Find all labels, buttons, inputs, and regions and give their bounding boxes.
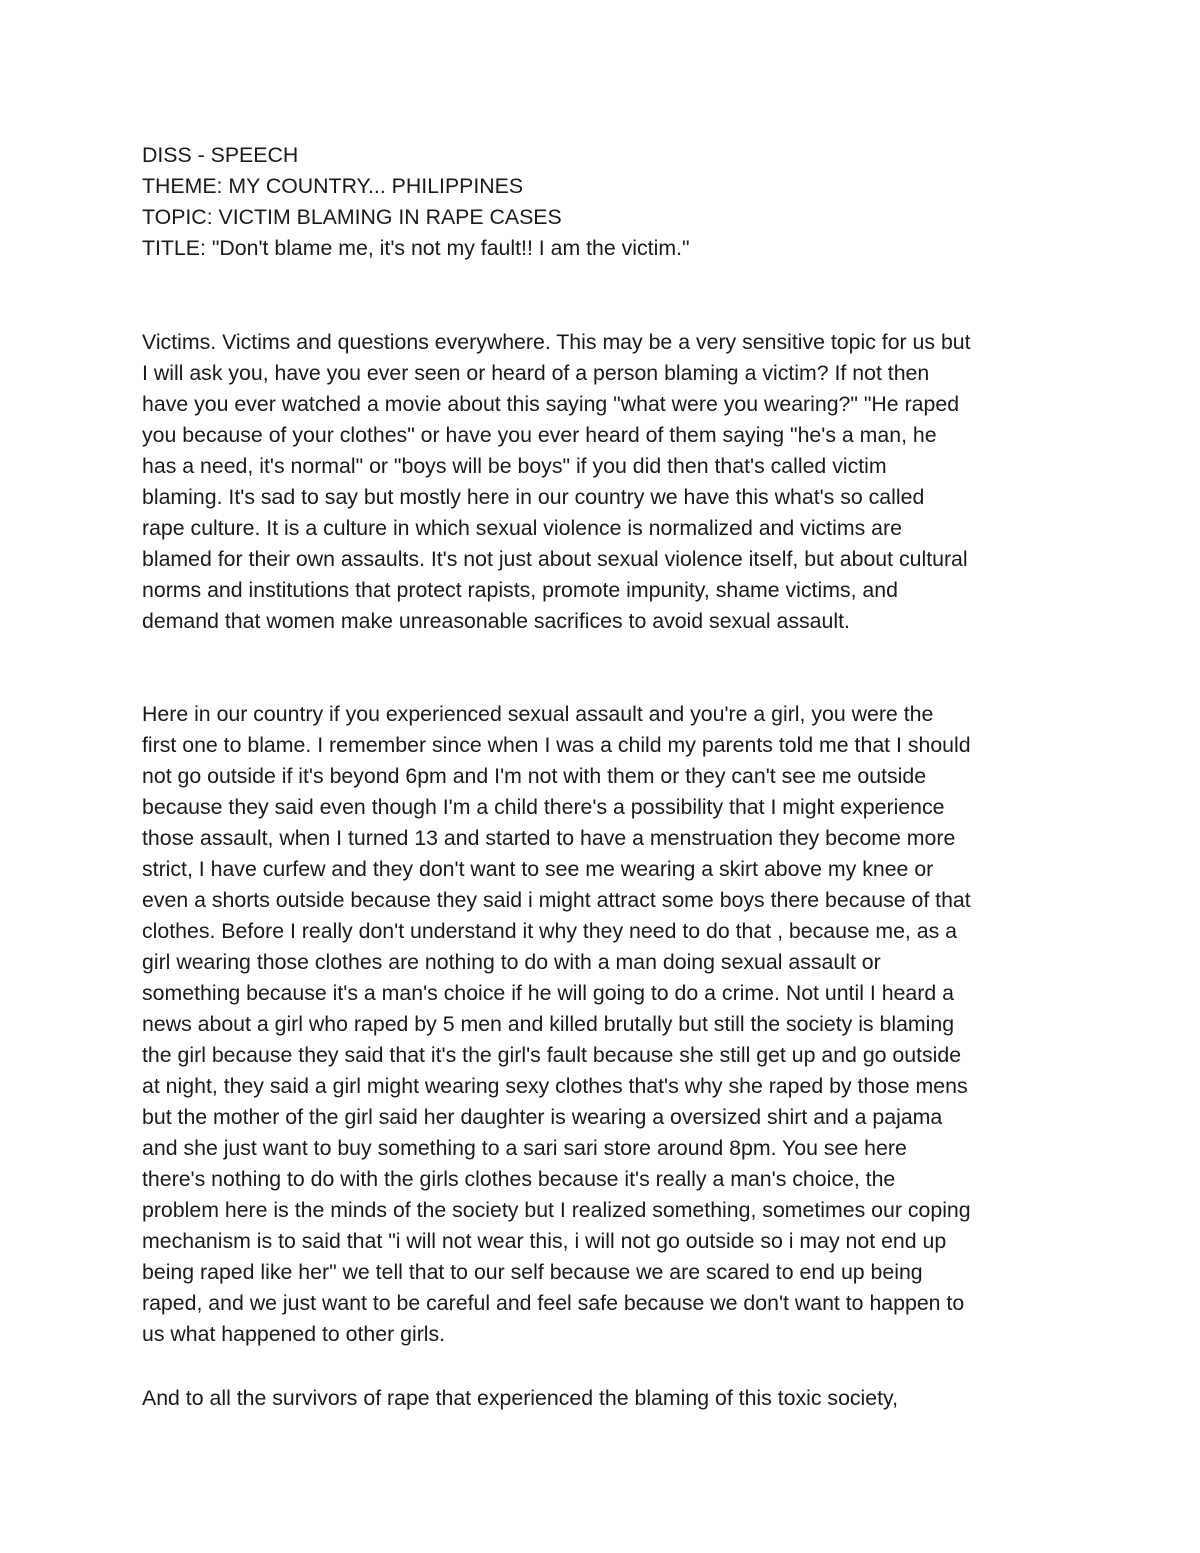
text-line: not go outside if it's beyond 6pm and I'm not with them or they can't see me outside	[142, 764, 927, 788]
text-line: blaming. It's sad to say but mostly here in our country we have this what's so called	[142, 485, 925, 509]
text-line: even a shorts outside because they said i might attract some boys there because of that	[142, 888, 971, 912]
text-line: mechanism is to said that "i will not wear this, i will not go outside so i may not end up	[142, 1229, 947, 1253]
text-line: demand that women make unreasonable sacrifices to avoid sexual assault.	[142, 609, 850, 633]
text-line: rape culture. It is a culture in which sexual violence is normalized and victims are	[142, 516, 902, 540]
text-line: blamed for their own assaults. It's not just about sexual violence itself, but about cultural	[142, 547, 968, 571]
speech-header	[142, 140, 1082, 264]
text-line: us what happened to other girls.	[142, 1322, 446, 1346]
text-line: but the mother of the girl said her daughter is wearing a oversized shirt and a pajama	[142, 1105, 943, 1129]
text-line: news about a girl who raped by 5 men and killed brutally but still the society is blaming	[142, 1012, 955, 1036]
header-type-line: DISS - SPEECH	[142, 143, 299, 167]
text-line: problem here is the minds of the society but I realized something, sometimes our coping	[142, 1198, 971, 1222]
text-line: the girl because they said that it's the girl's fault because she still get up and go outside	[142, 1043, 962, 1067]
text-line: first one to blame. I remember since when I was a child my parents told me that I should	[142, 733, 971, 757]
text-line: something because it's a man's choice if he will going to do a crime. Not until I heard a	[142, 981, 954, 1005]
text-line: have you ever watched a movie about this saying "what were you wearing?" "He raped	[142, 392, 960, 416]
header-theme-line: THEME: MY COUNTRY... PHILIPPINES	[142, 174, 524, 198]
text-line: those assault, when I turned 13 and started to have a menstruation they become more	[142, 826, 956, 850]
text-line: because they said even though I'm a child there's a possibility that I might experience	[142, 795, 945, 819]
text-line: at night, they said a girl might wearing sexy clothes that's why she raped by those mens	[142, 1074, 968, 1098]
text-line: you because of your clothes" or have you ever heard of them saying "he's a man, he	[142, 423, 937, 447]
text-line: girl wearing those clothes are nothing to do with a man doing sexual assault or	[142, 950, 881, 974]
text-line: there's nothing to do with the girls clothes because it's really a man's choice, the	[142, 1167, 896, 1191]
body-paragraph-2	[142, 699, 1077, 1350]
text-line: And to all the survivors of rape that experienced the blaming of this toxic society,	[142, 1386, 899, 1410]
text-line: and she just want to buy something to a sari sari store around 8pm. You see here	[142, 1136, 907, 1160]
text-line: strict, I have curfew and they don't want to see me wearing a skirt above my knee or	[142, 857, 934, 881]
body-paragraph-3	[142, 1383, 1077, 1414]
header-title-line: TITLE: "Don't blame me, it's not my fault!! I am the victim."	[142, 236, 690, 260]
header-topic-line: TOPIC: VICTIM BLAMING IN RAPE CASES	[142, 205, 562, 229]
text-line: being raped like her" we tell that to our self because we are scared to end up being	[142, 1260, 923, 1284]
text-line: Here in our country if you experienced sexual assault and you're a girl, you were the	[142, 702, 934, 726]
text-line: Victims. Victims and questions everywhere. This may be a very sensitive topic for us but	[142, 330, 971, 354]
body-paragraph-1	[142, 327, 1077, 637]
text-line: norms and institutions that protect rapists, promote impunity, shame victims, and	[142, 578, 898, 602]
text-line: has a need, it's normal" or "boys will be boys" if you did then that's called victim	[142, 454, 887, 478]
text-line: clothes. Before I really don't understand it why they need to do that , because me, as a	[142, 919, 958, 943]
text-line: raped, and we just want to be careful and feel safe because we don't want to happen to	[142, 1291, 965, 1315]
text-line: I will ask you, have you ever seen or heard of a person blaming a victim? If not then	[142, 361, 930, 385]
